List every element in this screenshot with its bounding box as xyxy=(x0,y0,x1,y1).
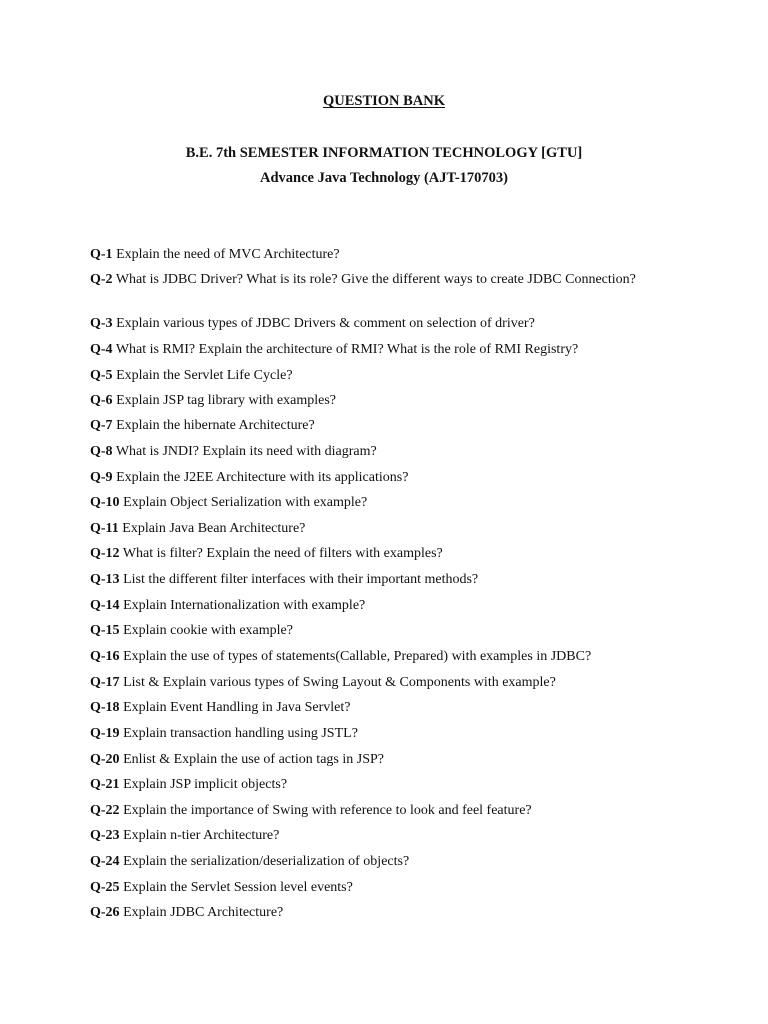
question-number: Q-25 xyxy=(90,880,120,895)
question-number: Q-9 xyxy=(90,470,113,485)
question-text: What is JNDI? Explain its need with diagram? xyxy=(115,444,377,459)
question-item xyxy=(90,725,650,744)
question-item xyxy=(90,853,650,872)
question-item xyxy=(90,751,650,770)
question-text: Explain the Servlet Life Cycle? xyxy=(116,368,293,383)
question-number: Q-10 xyxy=(90,495,120,510)
question-item xyxy=(90,776,650,795)
question-item xyxy=(90,827,650,846)
question-text: Explain the hibernate Architecture? xyxy=(116,418,315,433)
question-item xyxy=(90,674,650,693)
question-item xyxy=(90,879,650,898)
question-text: Explain various types of JDBC Drivers & comment on selection of driver? xyxy=(116,316,535,331)
question-text: Explain cookie with example? xyxy=(123,623,293,638)
question-item xyxy=(90,341,650,360)
question-text: Explain the importance of Swing with reference to look and feel feature? xyxy=(123,803,532,818)
question-item xyxy=(90,315,650,334)
question-text: List & Explain various types of Swing Layout & Components with example? xyxy=(123,675,556,690)
question-text: Explain the Servlet Session level events? xyxy=(123,880,353,895)
question-number: Q-21 xyxy=(90,777,120,792)
question-item xyxy=(90,622,650,641)
question-item xyxy=(90,545,650,564)
question-item xyxy=(90,597,650,616)
question-text: Explain the serialization/deserialization of objects? xyxy=(123,854,410,869)
question-number: Q-15 xyxy=(90,623,120,638)
document-subtitle: B.E. 7th SEMESTER INFORMATION TECHNOLOGY [GTU] xyxy=(185,145,583,161)
question-number: Q-3 xyxy=(90,316,113,331)
question-item xyxy=(90,571,650,590)
question-number: Q-20 xyxy=(90,752,120,767)
question-text: What is filter? Explain the need of filters with examples? xyxy=(122,546,443,561)
question-item xyxy=(90,469,650,488)
question-number: Q-1 xyxy=(90,247,113,262)
question-number: Q-24 xyxy=(90,854,120,869)
question-number: Q-7 xyxy=(90,418,113,433)
course-title: Advance Java Technology (AJT-170703) xyxy=(259,170,508,186)
question-number: Q-4 xyxy=(90,342,113,357)
question-text: Explain Object Serialization with example? xyxy=(123,495,368,510)
question-text: Explain Internationalization with example? xyxy=(123,598,366,613)
question-text: Explain the need of MVC Architecture? xyxy=(116,247,340,262)
question-number: Q-12 xyxy=(90,546,120,561)
question-item xyxy=(90,443,650,462)
question-number: Q-26 xyxy=(90,905,120,920)
question-number: Q-18 xyxy=(90,700,120,715)
question-text: Explain the use of types of statements(Callable, Prepared) with examples in JDBC? xyxy=(123,649,592,664)
question-number: Q-8 xyxy=(90,444,113,459)
question-text: List the different filter interfaces with their important methods? xyxy=(123,572,479,587)
question-text: Explain Java Bean Architecture? xyxy=(122,521,306,536)
question-text: What is JDBC Driver? What is its role? Give the different ways to create JDBC Connection? xyxy=(115,272,636,287)
question-item xyxy=(90,699,650,718)
question-number: Q-19 xyxy=(90,726,120,741)
question-number: Q-22 xyxy=(90,803,120,818)
question-text: Explain the J2EE Architecture with its applications? xyxy=(116,470,409,485)
question-text: Explain transaction handling using JSTL? xyxy=(123,726,358,741)
question-number: Q-23 xyxy=(90,828,120,843)
question-item xyxy=(90,494,650,513)
question-number: Q-16 xyxy=(90,649,120,664)
question-item xyxy=(90,904,650,923)
question-text: Explain Event Handling in Java Servlet? xyxy=(123,700,351,715)
question-number: Q-14 xyxy=(90,598,120,613)
question-text: Explain JSP tag library with examples? xyxy=(116,393,337,408)
question-number: Q-6 xyxy=(90,393,113,408)
question-text: Explain JDBC Architecture? xyxy=(123,905,284,920)
question-item xyxy=(90,246,650,265)
question-item xyxy=(90,367,650,386)
question-text: What is RMI? Explain the architecture of RMI? What is the role of RMI Registry? xyxy=(115,342,579,357)
question-text: Explain n-tier Architecture? xyxy=(123,828,280,843)
question-item xyxy=(90,802,650,821)
document-title: QUESTION BANK xyxy=(322,93,446,109)
question-item xyxy=(90,417,650,436)
question-number: Q-5 xyxy=(90,368,113,383)
question-item xyxy=(90,520,650,539)
question-text: Enlist & Explain the use of action tags in JSP? xyxy=(123,752,384,767)
question-number: Q-2 xyxy=(90,272,113,287)
question-item xyxy=(90,271,650,290)
question-text: Explain JSP implicit objects? xyxy=(123,777,288,792)
question-number: Q-17 xyxy=(90,675,120,690)
question-item xyxy=(90,648,650,667)
question-number: Q-11 xyxy=(90,521,119,536)
question-item xyxy=(90,392,650,411)
question-number: Q-13 xyxy=(90,572,120,587)
